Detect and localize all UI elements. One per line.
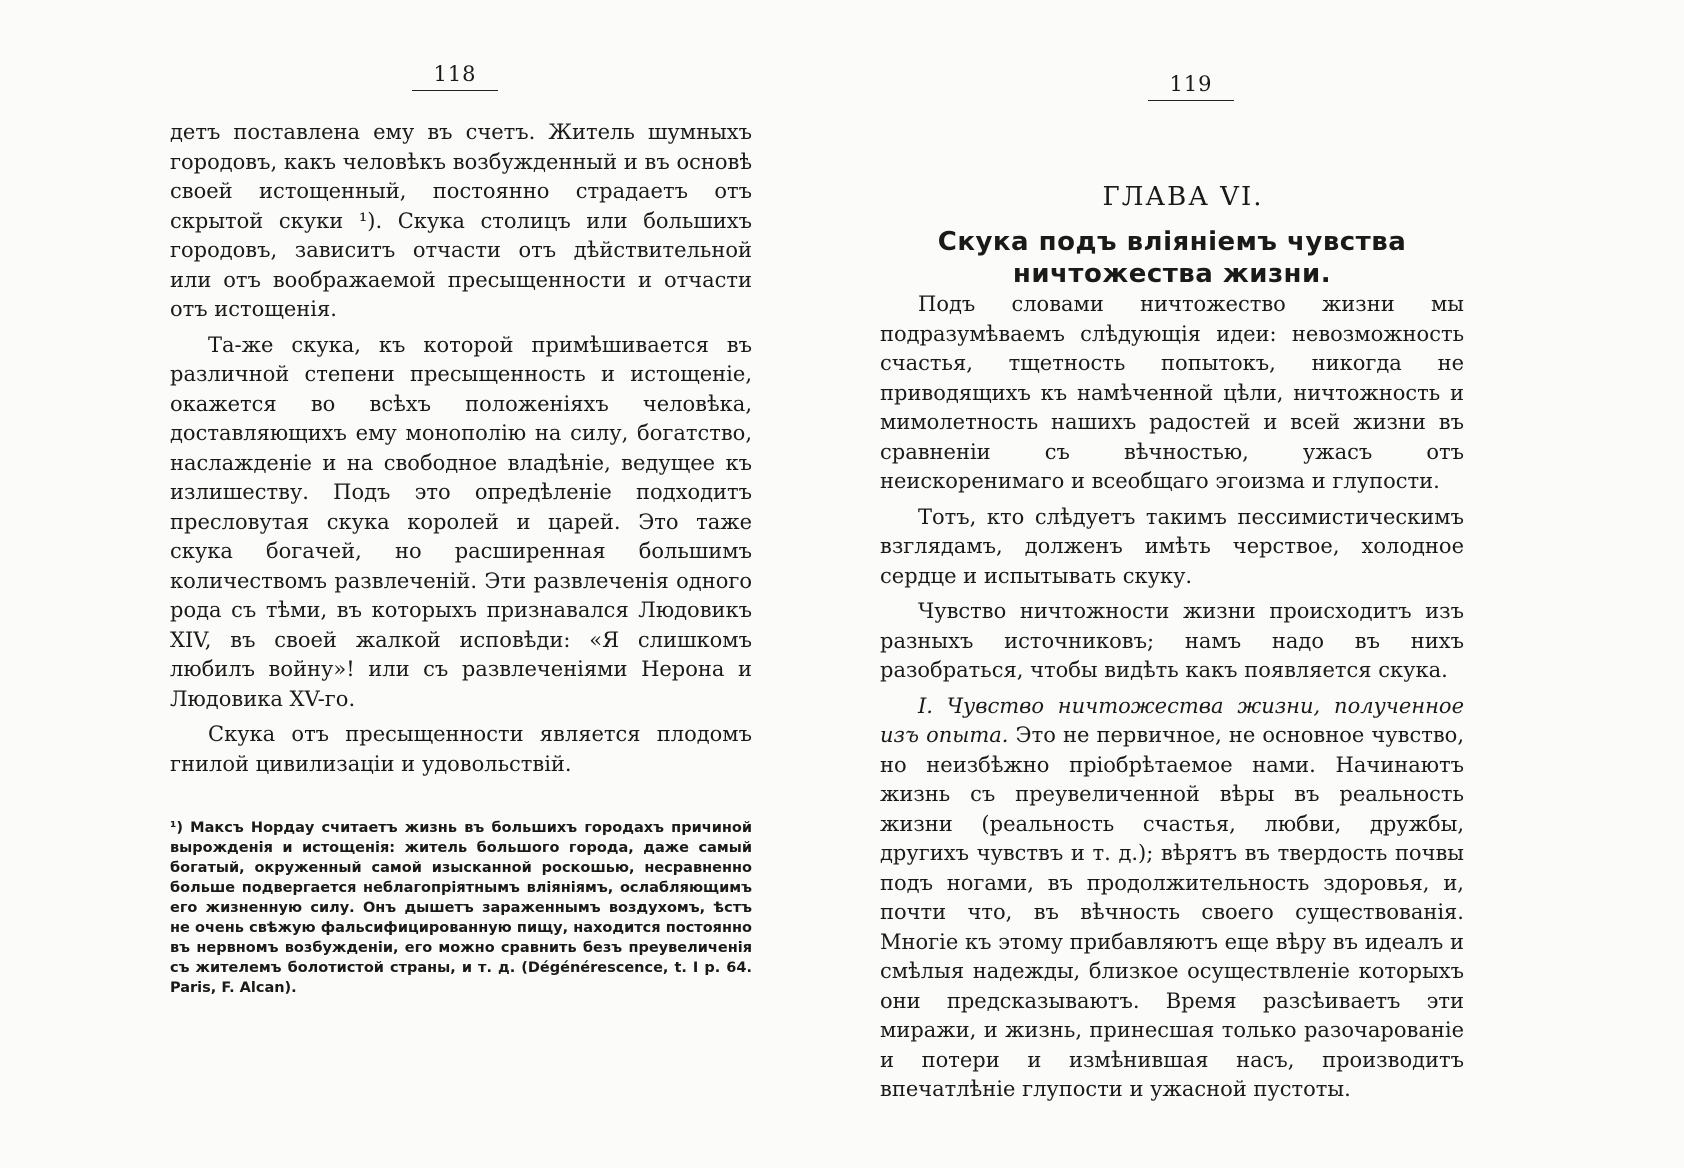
section-text: Это не первичное, не основное чувство, но неизбѣжно пріобрѣтаемое нами. Начинаютъ жизнь съ преувеличенной вѣры въ реальность жизни (реальность счастья, любви, дружбы, другихъ чувствъ и т. д.); вѣрятъ въ твердость почвы подъ ногами, въ продолжительность здоровья, и, почти что, въ вѣчность своего существованія. Многіе къ этому прибавляютъ еще вѣру въ идеалъ и смѣлыя надежды, близкое осуществленіе которыхъ они предсказываютъ. Время разсѣиваетъ эти миражи, и жизнь, принесшая только разочарованіе и потери и измѣнившая насъ, производитъ впечатлѣніе глупости и ужасной пустоты. (880, 723, 1464, 1101)
page-number-rule (1148, 100, 1234, 101)
left-body-text (170, 118, 752, 785)
paragraph: детъ поставлена ему въ счетъ. Житель шумныхъ городовъ, какъ человѣкъ возбужденный и въ основѣ своей истощенный, постоянно страдаетъ отъ скрытой скуки ¹). Скука столицъ или большихъ городовъ, зависитъ отчасти отъ дѣйствительной или отъ воображаемой пресыщенности и отчасти отъ истощенія. (170, 120, 752, 321)
paragraph: Тотъ, кто слѣдуетъ такимъ пессимистическимъ взглядамъ, долженъ имѣть черствое, холодное сердце и испытывать скуку. (880, 504, 1464, 588)
right-page (842, 0, 1684, 1168)
section-heading: I. Чувство ничтожества жизни, полученное изъ опыта. (880, 693, 1464, 747)
paragraph: Подъ словами ничтожество жизни мы подразумѣваемъ слѣдующія идеи: невозможность счастья, тщетность попытокъ, никогда не приводящихъ къ намѣченной цѣли, ничтожность и мимолетность нашихъ радостей и всей жизни въ сравненіи съ вѣчностью, ужасъ отъ неискоренимаго и всеобщаго эгоизма и глупости. (880, 292, 1464, 493)
paragraph: Чувство ничтожности жизни происходитъ изъ разныхъ источниковъ; намъ надо въ нихъ разобраться, чтобы видѣть какъ появляется скука. (880, 599, 1464, 682)
page-number-right: 119 (1148, 72, 1234, 101)
right-body-text (880, 290, 1464, 1111)
paragraph: Скука отъ пресыщенности является плодомъ гнилой цивилизаціи и удовольствій. (170, 722, 752, 776)
page-number-left: 118 (412, 62, 498, 91)
chapter-subtitle: Скука подъ вліяніемъ чувства ничтожества жизни. (937, 227, 1407, 289)
section-paragraph (880, 692, 1464, 1105)
page-number-rule (412, 90, 498, 91)
footnote: ¹) Максъ Нордау считаетъ жизнь въ большихъ городахъ причиной вырожденія и истощенія: житель большого города, даже самый богатый, окруженный самой изысканной роскошью, несравненно больше подвергается неблагопріятнымъ вліяніямъ, ослабляющимъ его жизненную силу. Онъ дышетъ зараженнымъ воздухомъ, ѣстъ не очень свѣжую фальсифицированную пищу, находится постоянно въ нервномъ возбужденіи, его можно сравнить безъ преувеличенія съ жителемъ болотистой страны, и т. д. (Dégénérescence, t. I p. 64. Paris, F. Alcan). (170, 820, 752, 996)
paragraph: Та-же скука, къ которой примѣшивается въ различной степени пресыщенность и истощеніе, окажется во всѣхъ положеніяхъ человѣка, доставляющихъ ему монополію на силу, богатство, наслажденіе и на свободное владѣніе, ведущее къ излишеству. Подъ это опредѣленіе подходитъ пресловутая скука королей и царей. Это таже скука богачей, но расширенная большимъ количествомъ развлеченій. Эти развлеченія одного рода съ тѣми, въ которыхъ признавался Людовикъ XIV, въ своей жалкой исповѣди: «Я слишкомъ любилъ войну»! или съ развлеченіями Нерона и Людовика XV-го. (170, 332, 752, 711)
chapter-title: ГЛАВА VI. (1102, 182, 1264, 212)
